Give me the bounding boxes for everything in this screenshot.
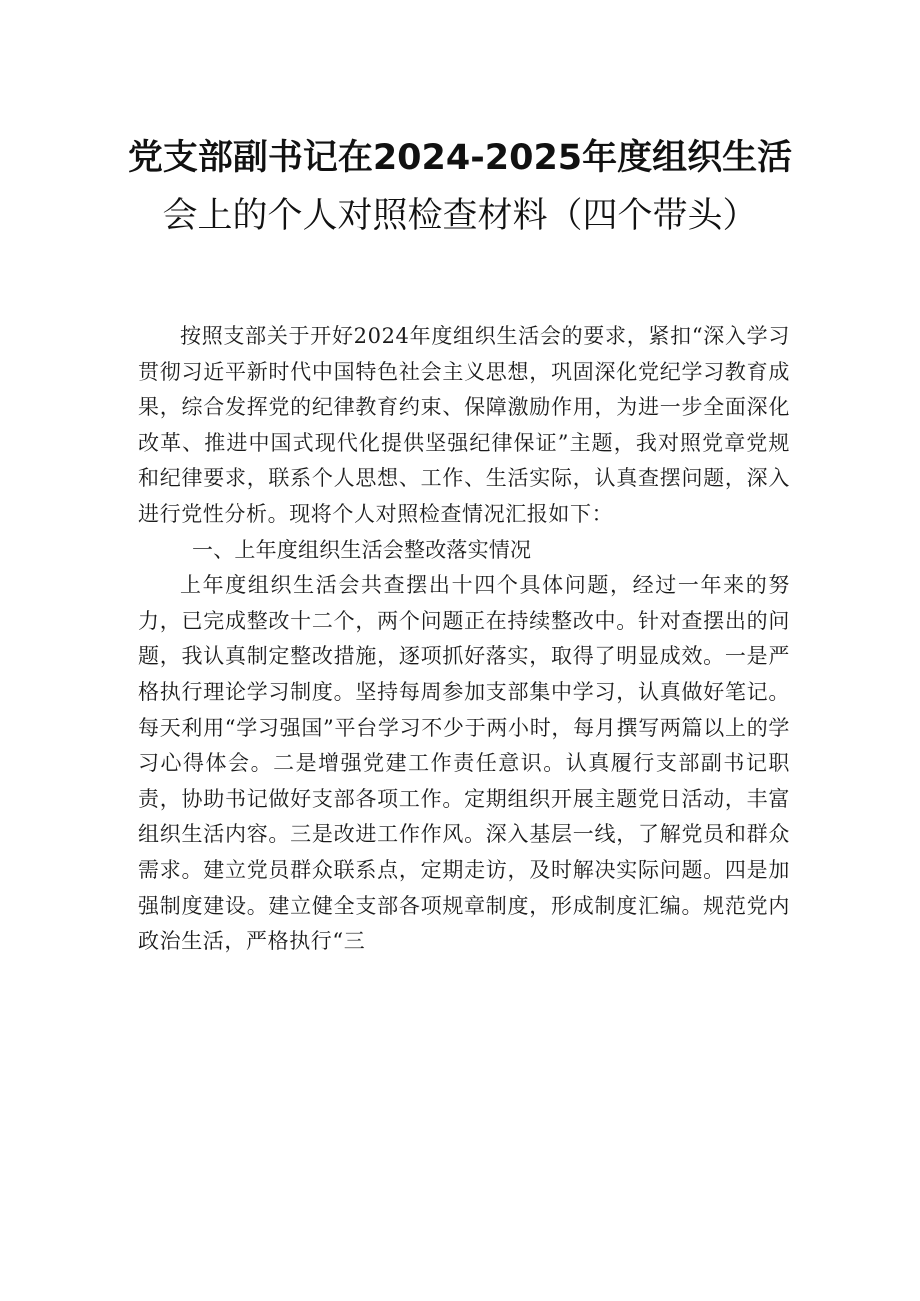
document-body [138,319,790,960]
document-title-line-1: 党支部副书记在2024-2025年度组织生活 [127,138,793,178]
section-1-paragraph: 上年度组织生活会共查摆出十四个具体问题，经过一年来的努力，已完成整改十二个，两个问题正在持续整改中。针对查摆出的问题，我认真制定整改措施，逐项抓好落实，取得了明显成效。一是严格执行理论学习制度。坚持每周参加支部集中学习，认真做好笔记。每天利用“学习强国”平台学习不少于两小时，每月撰写两篇以上的学习心得体会。二是增强党建工作责任意识。认真履行支部副书记职责，协助书记做好支部各项工作。定期组织开展主题党日活动，丰富组织生活内容。三是改进工作作风。深入基层一线，了解党员和群众需求。建立党员群众联系点，定期走访，及时解决实际问题。四是加强制度建设。建立健全支部各项规章制度，形成制度汇编。规范党内政治生活，严格执行“三 [138,573,790,954]
section-1-heading: 一、上年度组织生活会整改落实情况 [192,537,532,562]
document-title-line-2: 会上的个人对照检查材料（四个带头） [162,196,758,236]
intro-paragraph: 按照支部关于开好2024年度组织生活会的要求，紧扣“深入学习贯彻习近平新时代中国特色社会主义思想，巩固深化党纪学习教育成果，综合发挥党的纪律教育约束、保障激励作用，为进一步全面深化改革、推进中国式现代化提供坚强纪律保证”主题，我对照党章党规和纪律要求，联系个人思想、工作、生活实际，认真查摆问题，深入进行党性分析。现将个人对照检查情况汇报如下： [138,324,790,526]
